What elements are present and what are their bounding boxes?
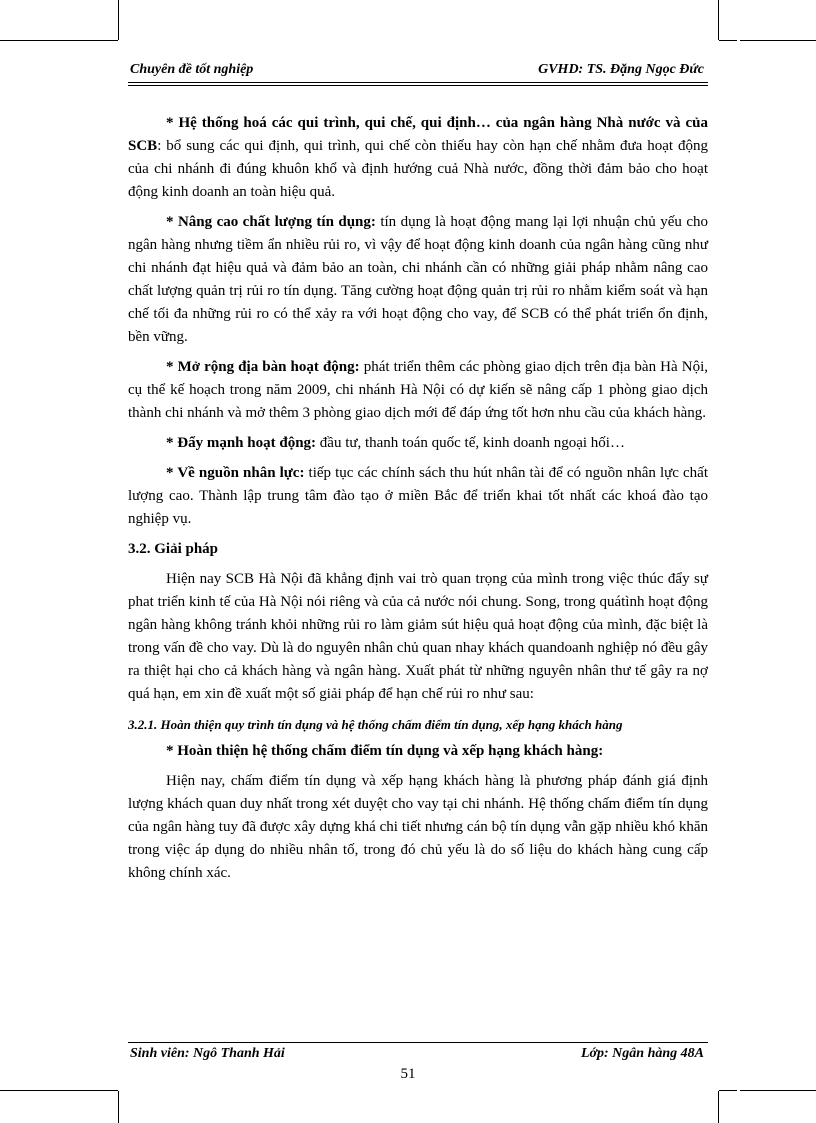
paragraph-2-lead: * Nâng cao chất lượng tín dụng: [166,214,376,230]
bullet-heading [128,740,708,763]
crop-mark-bottom-right [719,1090,737,1091]
crop-mark-top-right-v [718,20,719,40]
footer-rule [128,1042,708,1043]
page-number: 51 [400,1066,416,1082]
crop-mark-bottom-left [100,1090,118,1091]
paragraph-3-text: phát triển thêm các phòng giao dịch trên địa bàn Hà Nội, cụ thể kế hoạch trong năm 2009, chi nhánh Hà Nội có dự kiến sẽ nâng cấp 1 phòng giao dịch thành chi nhánh và mở thêm 3 phòng giao dịch mới để đáp ứng tốt hơn nhu cầu của khách hàng. [128,359,708,421]
paragraph-5-text: tiếp tục các chính sách thu hút nhân tài để có nguồn nhân lực chất lượng cao. Thành lập trung tâm đào tạo ở miền Bắc để triển khai tốt nhất các khoá đào tạo nghiệp vụ. [128,465,708,527]
paragraph-1-text: : bổ sung các qui định, qui trình, qui chế còn thiếu hay còn hạn chế nhằm đưa hoạt động của chi nhánh đi đúng khuôn khổ và định hướng cuả Nhà nước, đồng thời đảm bảo cho hoạt động kinh doanh an toàn hiệu quả. [128,138,708,200]
paragraph-1-lead: * Hệ thống hoá các qui trình, qui chế, qui định… của ngân hàng Nhà nước và của SCB [128,115,708,154]
paragraph-5-lead: * Về nguồn nhân lực: [166,465,305,481]
section-paragraph: Hiện nay SCB Hà Nội đã khẳng định vai trò quan trọng của mình trong việc thúc đẩy sự phat triển kinh tế của Hà Nội nói riêng và của cả nước nói chung. Song, trong quátình hoạt động ngân hàng không tránh khỏi những rủi ro làm giảm sút hiệu quả hoạt động của mình, đặc biệt là trong vấn đề cho vay. Dù là do nguyên nhân chủ quan nhay khách quandoanh nghiệp nó đều gây ra thiệt hại cho cả khách hàng và ngân hàng. Xuất phát từ những nguyên nhân thư tế gây ra nợ quá hạn, em xin đề xuất một số giải pháp để hạn chế rủi ro như sau: [128,571,708,702]
paragraph-4-text: đầu tư, thanh toán quốc tế, kinh doanh ngoại hối… [316,435,625,451]
crop-mark-top-right [719,40,737,41]
paragraph-3 [128,356,708,425]
header-right-advisor: GVHD: TS. Đặng Ngọc Đức [538,62,704,77]
paragraph-4-lead: * Đẩy mạnh hoạt động: [166,435,317,451]
last-paragraph: Hiện nay, chấm điểm tín dụng và xếp hạng khách hàng là phương pháp đánh giá định lượng khách quan duy nhất trong xét duyệt cho vay tại chi nhánh. Hệ thống chấm điểm tín dụng của ngân hàng tuy đã được xây dựng khá chi tiết nhưng cán bộ tín dụng vẫn gặp nhiều khó khăn trong việc áp dụng do nhiều nhân tố, trong đó chủ yếu là do số liệu do khách hàng cung cấp không chính xác. [128,773,708,881]
paragraph-2-text: tín dụng là hoạt động mang lại lợi nhuận chủ yếu cho ngân hàng nhưng tiềm ẩn nhiều rủi ro, vì vậy để hoạt động kinh doanh của ngân hàng cũng như chi nhánh đạt hiệu quả và đảm bảo an toàn, chi nhánh cần có những giải pháp nhằm nâng cao chất lượng quản trị rủi ro tín dụng. Tăng cường hoạt động quản trị rủi ro nhằm kiểm soát và hạn chế tối đa những rủi ro có thể xảy ra với hoạt động cho vay, để SCB có thể phát triển ổn định, bền vững. [128,214,709,345]
paragraph-5 [128,462,708,531]
footer-student: Sinh viên: Ngô Thanh Hải [130,1046,285,1061]
page-header [128,60,706,82]
paragraph-3-lead: * Mở rộng địa bàn hoạt động: [166,359,360,375]
page-footer [128,1046,706,1068]
document-body [128,112,708,892]
paragraph-2 [128,211,708,349]
header-left-title: Chuyên đề tốt nghiệp [130,62,254,77]
section-heading: 3.2. Giải pháp [128,541,219,557]
crop-mark-top-left-v [118,20,119,40]
crop-mark-top-left [100,40,118,41]
paragraph-1 [128,112,708,204]
crop-mark-bottom-right-v [718,1091,719,1111]
paragraph-4 [128,432,708,455]
crop-mark-bottom-left-v [118,1091,119,1111]
subsection-heading: 3.2.1. Hoàn thiện quy trình tín dụng và hệ thống chấm điểm tín dụng, xếp hạng khách hàng [128,717,623,732]
footer-class: Lớp: Ngân hàng 48A [580,1046,704,1061]
bullet-heading-text: * Hoàn thiện hệ thống chấm điểm tín dụng và xếp hạng khách hàng: [166,743,604,759]
header-rule [128,82,708,86]
